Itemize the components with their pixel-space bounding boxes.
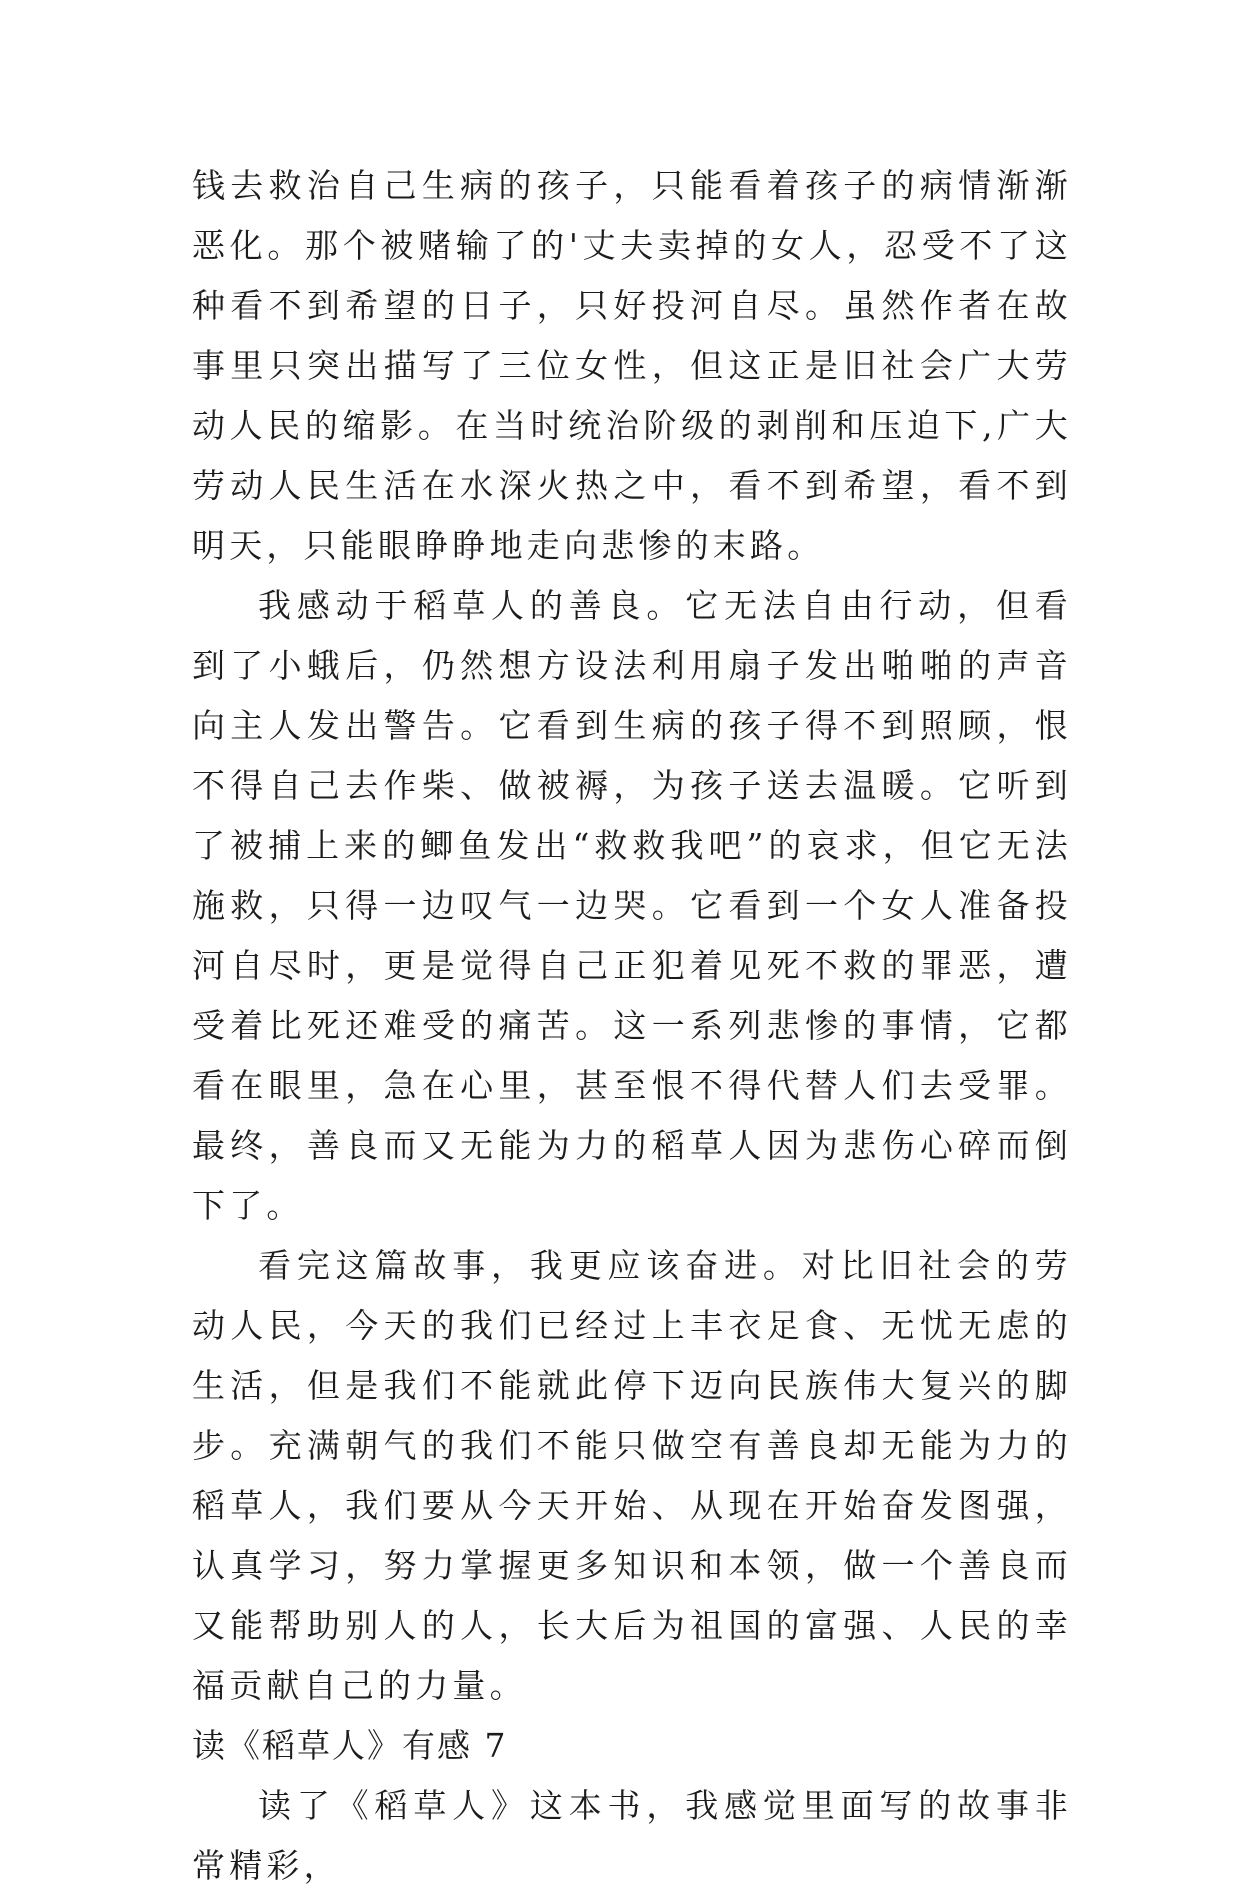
body-paragraph: 读了《稻草人》这本书，我感觉里面写的故事非常精彩， — [192, 1786, 1072, 1885]
body-paragraph: 钱去救治自己生病的孩子，只能看着孩子的病情渐渐恶化。那个被赌输了的'丈夫卖掉的女人，忍受不了这种看不到希望的日子，只好投河自尽。虽然作者在故事里只突出描写了三位女性，但这正是旧社会广大劳动人民的缩影。在当时统治阶级的剥削和压迫下,广大劳动人民生活在水深火热之中，看不到希望，看不到明天，只能眼睁睁地走向悲惨的末路。 — [192, 166, 1072, 565]
document-body — [192, 156, 1072, 1896]
body-paragraph: 看完这篇故事，我更应该奋进。对比旧社会的劳动人民，今天的我们已经过上丰衣足食、无忧无虑的生活，但是我们不能就此停下迈向民族伟大复兴的脚步。充满朝气的我们不能只做空有善良却无能为力的稻草人，我们要从今天开始、从现在开始奋发图强，认真学习，努力掌握更多知识和本领，做一个善良而又能帮助别人的人，长大后为祖国的富强、人民的幸福贡献自己的力量。 — [192, 1246, 1072, 1705]
section-heading: 读《稻草人》有感 7 — [192, 1726, 508, 1765]
body-paragraph: 我感动于稻草人的善良。它无法自由行动，但看到了小蛾后，仍然想方设法利用扇子发出啪啪的声音向主人发出警告。它看到生病的孩子得不到照顾，恨不得自己去作柴、做被褥，为孩子送去温暖。它听到了被捕上来的鲫鱼发出“救救我吧”的哀求，但它无法施救，只得一边叹气一边哭。它看到一个女人准备投河自尽时，更是觉得自己正犯着见死不救的罪恶，遭受着比死还难受的痛苦。这一系列悲惨的事情，它都看在眼里，急在心里，甚至恨不得代替人们去受罪。最终，善良而又无能为力的稻草人因为悲伤心碎而倒下了。 — [192, 586, 1072, 1225]
